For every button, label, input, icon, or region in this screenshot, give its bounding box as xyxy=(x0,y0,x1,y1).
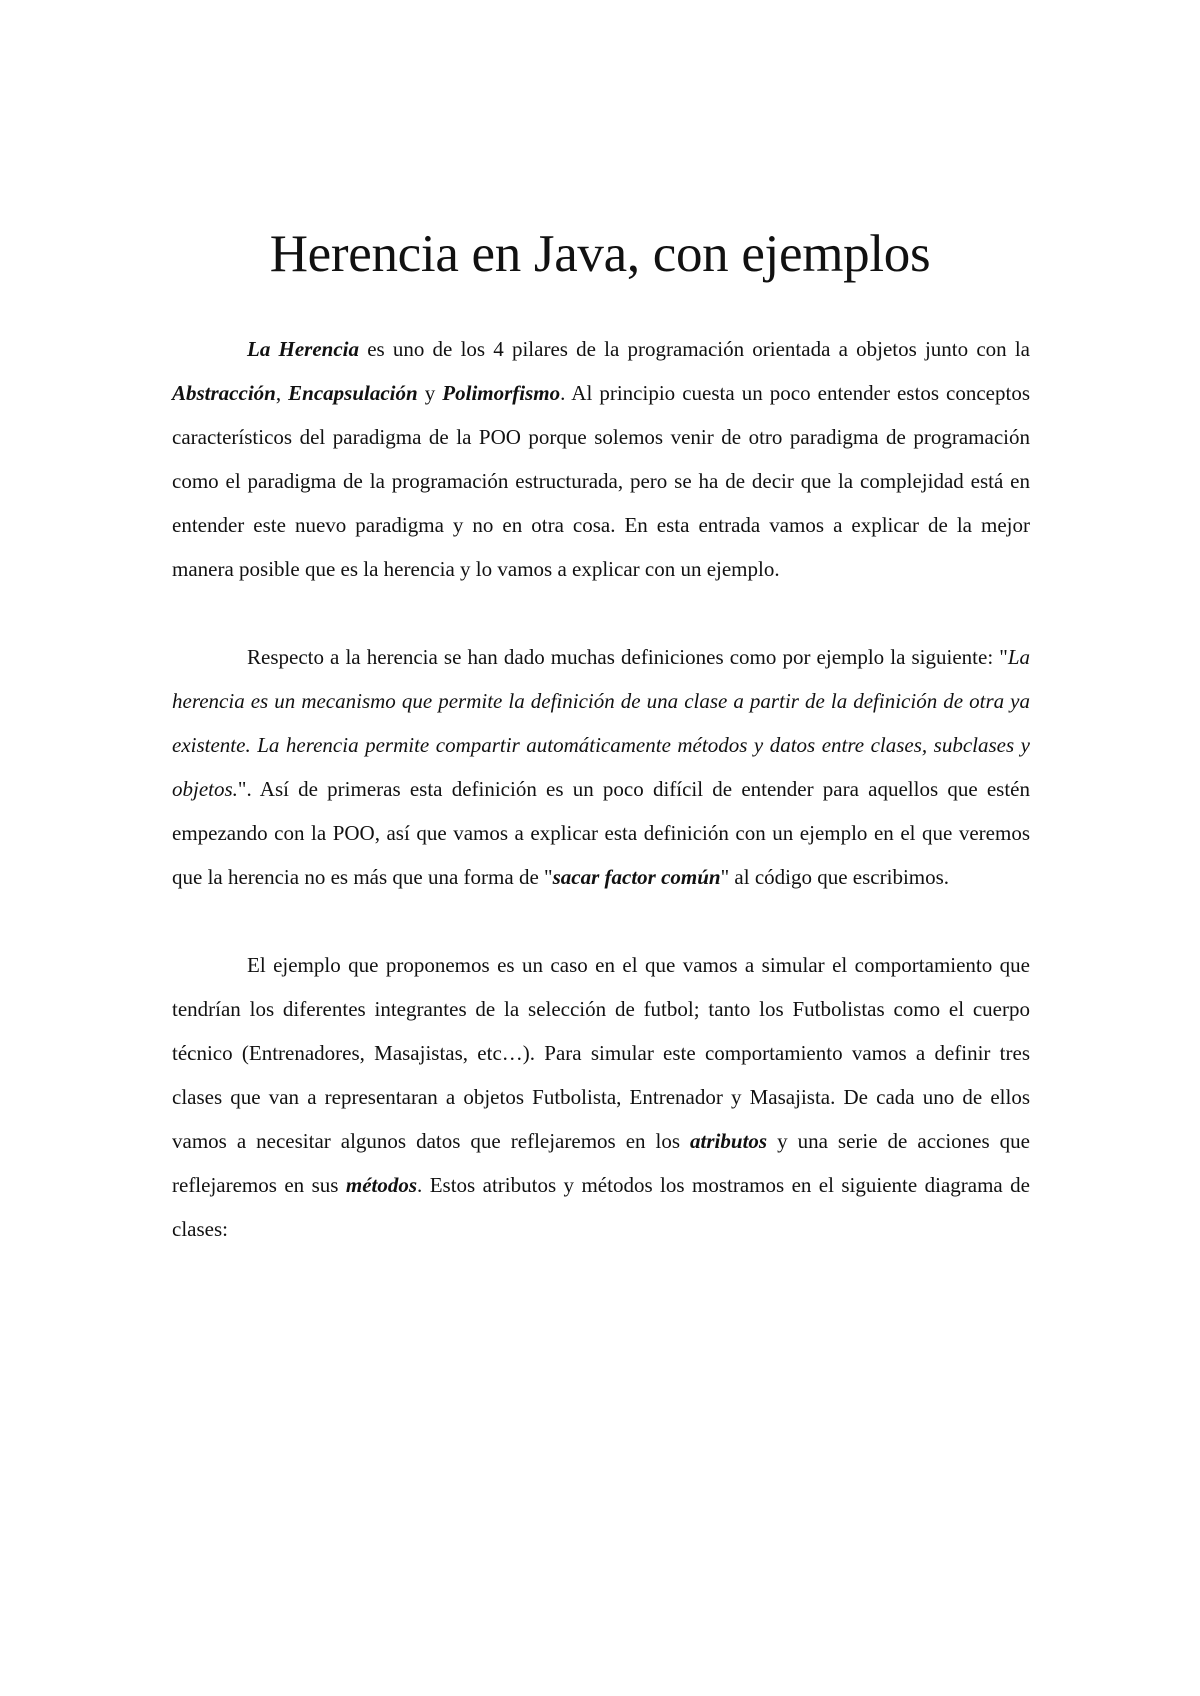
term-abstraccion: Abstracción xyxy=(172,381,276,405)
text-run: y una serie de acciones que reflejaremos en sus xyxy=(172,1129,1030,1197)
document-body xyxy=(172,327,1030,1251)
text-run: ". Así de primeras esta definición es un poco difícil de entender para aquellos que estén empezando con la POO, así que vamos a explicar esta definición con un ejemplo en el que veremos que la herencia no es más que una forma de " xyxy=(172,777,1030,889)
document-title: Herencia en Java, con ejemplos xyxy=(269,225,931,283)
text-run: " al código que escribimos. xyxy=(720,865,950,889)
text-run: Respecto a la herencia se han dado muchas definiciones como por ejemplo la siguiente: " xyxy=(247,645,1008,669)
term-herencia: La Herencia xyxy=(247,337,359,361)
term-encapsulacion: Encapsulación xyxy=(288,381,418,405)
term-metodos: métodos xyxy=(345,1173,418,1197)
paragraph-definition xyxy=(172,635,1030,899)
text-run: es uno de los 4 pilares de la programación orientada a objetos junto con la xyxy=(359,337,1030,361)
text-run: , xyxy=(275,381,289,405)
term-polimorfismo: Polimorfismo xyxy=(442,381,561,405)
definition-quote: La herencia es un mecanismo que permite la definición de una clase a partir de la definición de otra ya existente. La herencia permite compartir automáticamente métodos y datos entre clases, subclases y objetos. xyxy=(172,645,1030,801)
text-run: y xyxy=(417,381,443,405)
paragraph-intro xyxy=(172,327,1030,591)
text-run: . Estos atributos y métodos los mostramos en el siguiente diagrama de clases: xyxy=(172,1173,1030,1241)
term-sacar-factor-comun: sacar factor común xyxy=(552,865,721,889)
paragraph-example xyxy=(172,943,1030,1251)
term-atributos: atributos xyxy=(690,1129,768,1153)
text-run: El ejemplo que proponemos es un caso en el que vamos a simular el comportamiento que tendrían los diferentes integrantes de la selección de futbol; tanto los Futbolistas como el cuerpo técnico (Entrenadores, Masajistas, etc…). Para simular este comportamiento vamos a definir tres clases que van a representaran a objetos Futbolista, Entrenador y Masajista. De cada uno de ellos vamos a necesitar algunos datos que reflejaremos en los xyxy=(172,953,1030,1153)
text-run: . Al principio cuesta un poco entender estos conceptos característicos del paradigma de la POO porque solemos venir de otro paradigma de programación como el paradigma de la programación estructurada, pero se ha de decir que la complejidad está en entender este nuevo paradigma y no en otra cosa. En esta entrada vamos a explicar de la mejor manera posible que es la herencia y lo vamos a explicar con un ejemplo. xyxy=(172,381,1031,581)
